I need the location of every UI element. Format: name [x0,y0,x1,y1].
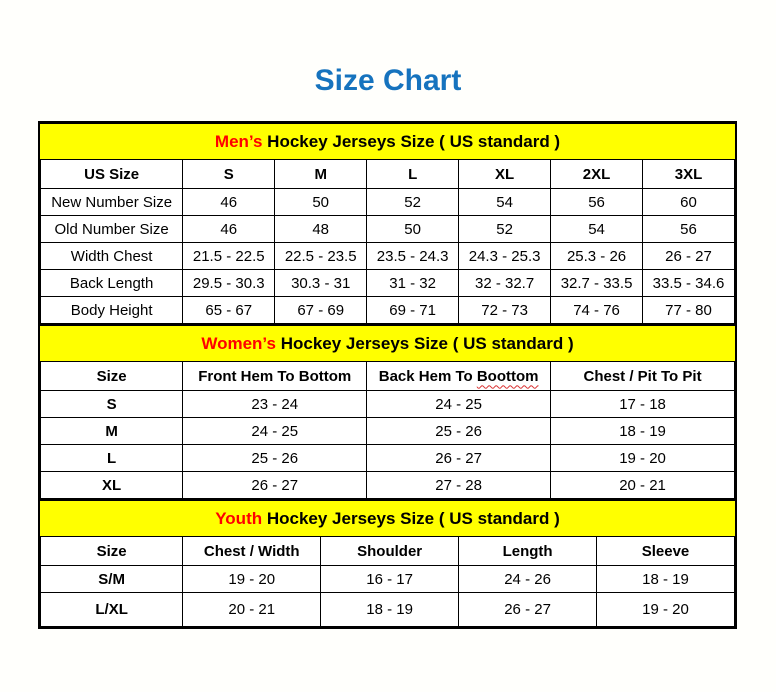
cell: 65 - 67 [183,297,275,324]
table-row [41,391,735,418]
cell: 77 - 80 [643,297,735,324]
cell: 20 - 21 [183,593,321,627]
table-row [41,472,735,499]
cell: 48 [275,216,367,243]
cell: 20 - 21 [551,472,735,499]
cell: 32.7 - 33.5 [551,270,643,297]
misspelled-word: Boottom [476,367,539,385]
table-row [41,297,735,324]
cell: 19 - 20 [551,445,735,472]
youth-section-highlight: Youth [215,509,263,528]
table-row [41,445,735,472]
womens-section-title: Hockey Jerseys Size ( US standard ) [275,334,574,353]
header-cell: S [183,160,275,189]
cell: 18 - 19 [321,593,459,627]
row-label: XL [41,472,183,499]
table-row [41,243,735,270]
cell: 54 [551,216,643,243]
row-label: S [41,391,183,418]
row-label: New Number Size [41,189,183,216]
youth-size-table [40,536,735,627]
cell: 69 - 71 [367,297,459,324]
header-cell: 2XL [551,160,643,189]
mens-section-title: Hockey Jerseys Size ( US standard ) [262,132,561,151]
page-title: Size Chart [314,64,462,97]
cell: 29.5 - 30.3 [183,270,275,297]
cell: 17 - 18 [551,391,735,418]
cell: 74 - 76 [551,297,643,324]
mens-section-header [40,124,735,159]
cell: 21.5 - 22.5 [183,243,275,270]
cell: 32 - 32.7 [459,270,551,297]
table-row [41,270,735,297]
row-label: M [41,418,183,445]
header-text: Back Hem To [378,367,477,385]
header-cell: M [275,160,367,189]
cell: 24.3 - 25.3 [459,243,551,270]
row-label: S/M [41,566,183,593]
cell: 24 - 26 [459,566,597,593]
cell: 56 [551,189,643,216]
cell: 24 - 25 [367,391,551,418]
row-label: Body Height [41,297,183,324]
cell: 25 - 26 [367,418,551,445]
header-cell: Shoulder [321,537,459,566]
cell: 18 - 19 [597,566,735,593]
header-cell: XL [459,160,551,189]
header-cell: Chest / Pit To Pit [551,362,735,391]
cell: 26 - 27 [183,472,367,499]
cell: 31 - 32 [367,270,459,297]
womens-section-highlight: Women’s [201,334,276,353]
header-cell: Length [459,537,597,566]
mens-size-table [40,159,735,324]
womens-size-table [40,361,735,499]
cell: 27 - 28 [367,472,551,499]
cell: 25 - 26 [183,445,367,472]
cell: 60 [643,189,735,216]
cell: 26 - 27 [459,593,597,627]
cell: 18 - 19 [551,418,735,445]
cell: 26 - 27 [643,243,735,270]
row-label: L/XL [41,593,183,627]
table-row [41,189,735,216]
header-cell: US Size [41,160,183,189]
cell: 56 [643,216,735,243]
cell: 16 - 17 [321,566,459,593]
row-label: Old Number Size [41,216,183,243]
size-chart-container [38,121,737,629]
cell: 46 [183,216,275,243]
cell: 72 - 73 [459,297,551,324]
cell: 30.3 - 31 [275,270,367,297]
header-cell: 3XL [643,160,735,189]
row-label: Back Length [41,270,183,297]
cell: 26 - 27 [367,445,551,472]
cell: 25.3 - 26 [551,243,643,270]
row-label: Width Chest [41,243,183,270]
youth-section-title: Hockey Jerseys Size ( US standard ) [262,509,560,528]
mens-section-highlight: Men’s [214,132,263,151]
table-header-row [41,537,735,566]
cell: 23 - 24 [183,391,367,418]
cell: 52 [367,189,459,216]
cell: 50 [367,216,459,243]
cell: 22.5 - 23.5 [275,243,367,270]
table-header-row [41,362,735,391]
cell: 46 [183,189,275,216]
cell: 50 [275,189,367,216]
cell: 52 [459,216,551,243]
cell: 54 [459,189,551,216]
womens-section-header [40,324,735,361]
row-label: L [41,445,183,472]
cell: 23.5 - 24.3 [367,243,459,270]
table-row [41,566,735,593]
header-cell: Front Hem To Bottom [183,362,367,391]
table-header-row [41,160,735,189]
cell: 19 - 20 [183,566,321,593]
cell: 67 - 69 [275,297,367,324]
cell: 19 - 20 [597,593,735,627]
table-row [41,216,735,243]
header-cell: Chest / Width [183,537,321,566]
header-cell: L [367,160,459,189]
header-cell-misspelled [367,362,551,391]
header-cell: Size [41,362,183,391]
cell: 33.5 - 34.6 [643,270,735,297]
youth-section-header [40,499,735,536]
cell: 24 - 25 [183,418,367,445]
header-cell: Size [41,537,183,566]
table-row [41,593,735,627]
table-row [41,418,735,445]
header-cell: Sleeve [597,537,735,566]
